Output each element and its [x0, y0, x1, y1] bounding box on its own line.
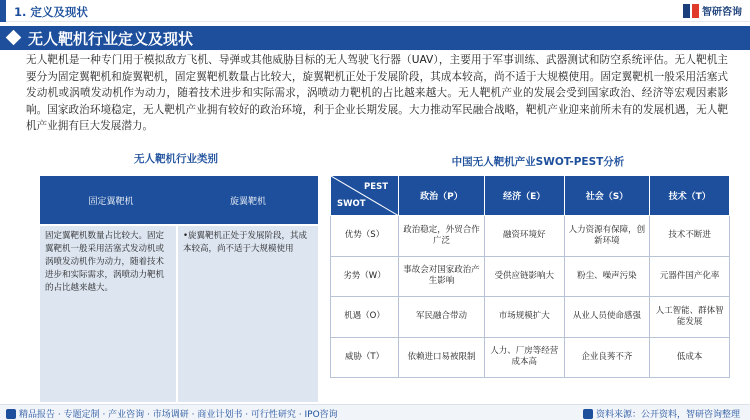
category-fixed-wing-header: 固定翼靶机 — [40, 176, 182, 224]
table-cell: 事故会对国家政治产生影响 — [399, 256, 485, 297]
footer-left — [6, 407, 338, 420]
section-label: 1. 定义及现状 — [14, 5, 88, 19]
corner-swot-label: SWOT — [337, 199, 366, 209]
swot-table — [330, 175, 730, 378]
row-header: 优势（S） — [331, 216, 399, 257]
intro-paragraph: 无人靶机是一种专门用于模拟敌方飞机、导弹或其他威胁目标的无人驾驶飞行器（UAV），主要用于军事训练、武器测试和防空系统评估。无人靶机主要分为固定翼靶机和旋翼靶机，固定翼靶机数量占比较大，旋翼靶机正处于发展阶段，其成本较高，尚不适于大规模使用。固定翼靶机一般采用活塞式发动机或涡喷发动机作为动力，随着技术进步和实际需求，涡喷动力靶机的占比越来越大。无人靶机产业的发展会受到国家政治、经济等宏观因素影响。国家政治环境稳定，无人靶机产业拥有较好的政治环境，利于企业长期发展。大力推动军民融合战略，靶机产业迎来前所未有的发展机遇，无人靶机产业拥有巨大发展潜力。 — [26, 54, 728, 133]
swot-header-row — [331, 176, 730, 216]
swot-title: 中国无人靶机产业SWOT-PEST分析 — [451, 156, 625, 168]
table-row — [331, 337, 730, 378]
top-bar — [0, 0, 750, 22]
section-accent — [0, 0, 6, 22]
row-header: 威胁（T） — [331, 337, 399, 378]
footer-right — [583, 407, 740, 420]
brand-logo — [683, 3, 742, 18]
category-title: 无人靶机行业类别 — [134, 153, 218, 165]
diamond-icon — [6, 30, 22, 46]
footer-services: 精品报告 · 专题定制 · 产业咨询 · 市场调研 · 商业计划书 · 可行性研究 · IPO咨询 — [19, 410, 338, 420]
table-cell: 人工智能、群体智能发展 — [650, 297, 730, 338]
page-title: 无人靶机行业定义及现状 — [28, 30, 194, 48]
table-cell: 依赖进口易被限制 — [399, 337, 485, 378]
logo-icon — [683, 4, 699, 18]
source-icon — [583, 409, 593, 419]
title-bar — [0, 26, 750, 50]
report-icon — [6, 409, 16, 419]
footer-bar — [0, 404, 750, 420]
table-cell: 粉尘、噪声污染 — [564, 256, 650, 297]
column-header: 经济（E） — [484, 176, 564, 216]
table-row — [331, 256, 730, 297]
corner-pest-label: PEST — [364, 182, 388, 192]
column-header: 技术（T） — [650, 176, 730, 216]
row-header: 劣势（W） — [331, 256, 399, 297]
logo-text: 智研咨询 — [702, 7, 742, 18]
table-cell: 受供应链影响大 — [484, 256, 564, 297]
table-cell: 企业良莠不齐 — [564, 337, 650, 378]
table-cell: 人力资源有保障，创新环境 — [564, 216, 650, 257]
column-header: 社会（S） — [564, 176, 650, 216]
table-row — [331, 216, 730, 257]
table-cell: 从业人员使命感强 — [564, 297, 650, 338]
table-cell: 军民融合带动 — [399, 297, 485, 338]
column-header: 政治（P） — [399, 176, 485, 216]
swot-corner — [331, 176, 399, 216]
table-cell: 人力、厂房等经营成本高 — [484, 337, 564, 378]
table-cell: 市场规模扩大 — [484, 297, 564, 338]
row-header: 机遇（O） — [331, 297, 399, 338]
table-cell: 政治稳定，外贸合作广泛 — [399, 216, 485, 257]
table-cell: 低成本 — [650, 337, 730, 378]
category-fixed-wing-desc: 固定翼靶机数量占比较大。固定翼靶机一般采用活塞式发动机或涡喷发动机作为动力，随着技术进步和实际需求，涡喷动力靶机的占比越来越大。 — [40, 226, 176, 402]
table-cell: 技术不断进 — [650, 216, 730, 257]
category-rotor-desc: •旋翼靶机正处于发展阶段，其成本较高，尚不适于大规模使用 — [178, 226, 318, 402]
table-row — [331, 297, 730, 338]
table-cell: 元器件国产化率 — [650, 256, 730, 297]
footer-source: 资料来源：公开资料，智研咨询整理 — [595, 410, 740, 420]
category-rotor-header: 旋翼靶机 — [178, 176, 318, 224]
table-cell: 融资环境好 — [484, 216, 564, 257]
